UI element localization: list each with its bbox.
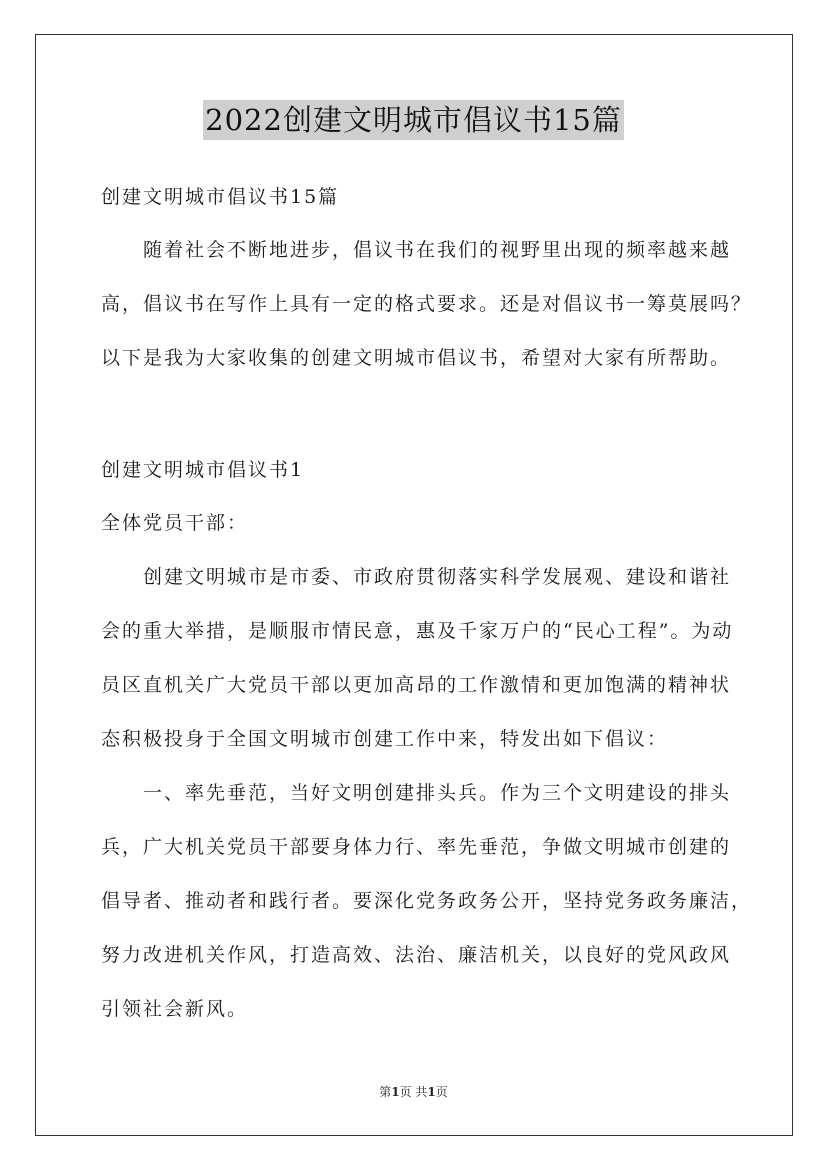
page-number: 1: [391, 1085, 400, 1099]
paragraph-line: 引领社会新风。: [101, 998, 249, 1020]
intro-line: 高，倡议书在写作上具有一定的格式要求。还是对倡议书一筹莫展吗？: [101, 293, 753, 315]
paragraph-line: 倡导者、推动者和践行者。要深化党务政务公开，坚持党务政务廉洁，: [101, 890, 753, 912]
paragraph-line: 会的重大举措，是顺服市情民意，惠及千家万户的“民心工程”。为动: [101, 620, 734, 642]
salutation: 全体党员干部：: [101, 512, 249, 534]
page-footer: [0, 1083, 827, 1100]
paragraph-line: 态积极投身于全国文明城市创建工作中来，特发出如下倡议：: [101, 728, 669, 750]
intro-line: 以下是我为大家收集的创建文明城市倡议书，希望对大家有所帮助。: [101, 347, 732, 369]
intro-line: 随着社会不断地进步，倡议书在我们的视野里出现的频率越来越: [143, 239, 732, 261]
paragraph-line: 努力改进机关作风，打造高效、法治、廉洁机关，以良好的党风政风: [101, 944, 732, 966]
paragraph-line: 兵，广大机关党员干部要身体力行、率先垂范，争做文明城市创建的: [101, 836, 732, 858]
title-container: [0, 100, 827, 140]
paragraph-line: 员区直机关广大党员干部以更加高昂的工作激情和更加饱满的精神状: [101, 674, 732, 696]
footer-mid: 页 共: [399, 1085, 428, 1099]
footer-prefix: 第: [379, 1085, 392, 1099]
document-title: 2022创建文明城市倡议书15篇: [203, 100, 624, 140]
paragraph-line: 一、率先垂范，当好文明创建排头兵。作为三个文明建设的排头: [143, 782, 732, 804]
subtitle: 创建文明城市倡议书15篇: [101, 186, 340, 208]
section-heading: 创建文明城市倡议书1: [101, 459, 305, 481]
footer-suffix: 页: [435, 1085, 448, 1099]
page-total: 1: [427, 1085, 436, 1099]
paragraph-line: 创建文明城市是市委、市政府贯彻落实科学发展观、建设和谐社: [143, 566, 732, 588]
